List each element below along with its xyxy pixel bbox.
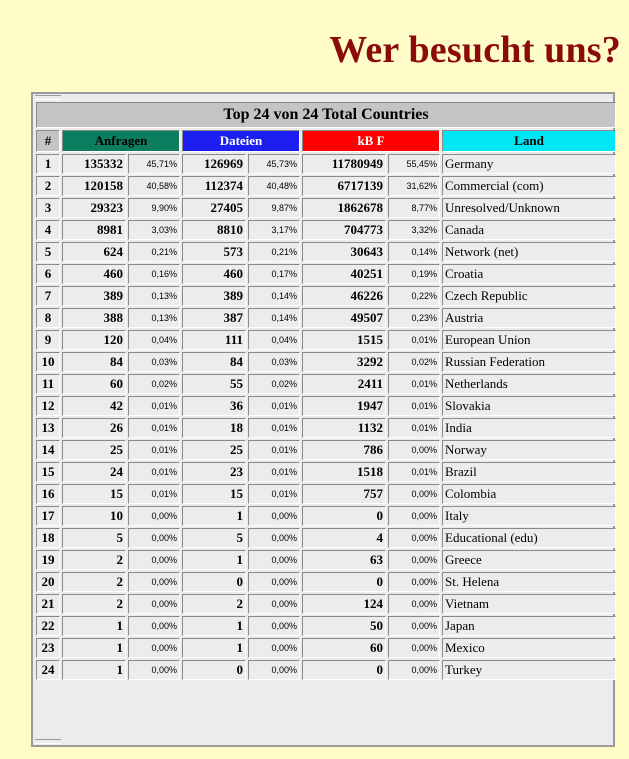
country-name: St. Helena bbox=[442, 572, 616, 592]
requests-value: 10 bbox=[62, 506, 126, 526]
row-number: 8 bbox=[36, 308, 60, 328]
country-name: Russian Federation bbox=[442, 352, 616, 372]
kb-value: 46226 bbox=[302, 286, 386, 306]
files-percent: 0,01% bbox=[248, 462, 300, 482]
row-number: 7 bbox=[36, 286, 60, 306]
files-percent: 0,00% bbox=[248, 528, 300, 548]
country-stats-table bbox=[34, 100, 618, 682]
kb-value: 1518 bbox=[302, 462, 386, 482]
table-row bbox=[36, 176, 616, 196]
table-row bbox=[36, 198, 616, 218]
files-percent: 0,02% bbox=[248, 374, 300, 394]
country-name: Educational (edu) bbox=[442, 528, 616, 548]
files-percent: 0,00% bbox=[248, 638, 300, 658]
files-value: 8810 bbox=[182, 220, 246, 240]
kb-value: 124 bbox=[302, 594, 386, 614]
country-name: European Union bbox=[442, 330, 616, 350]
country-name: Mexico bbox=[442, 638, 616, 658]
files-percent: 0,00% bbox=[248, 594, 300, 614]
column-header-kb: kB F bbox=[302, 130, 440, 152]
files-value: 1 bbox=[182, 506, 246, 526]
requests-value: 24 bbox=[62, 462, 126, 482]
requests-value: 389 bbox=[62, 286, 126, 306]
files-percent: 0,14% bbox=[248, 286, 300, 306]
table-row bbox=[36, 242, 616, 262]
files-percent: 0,01% bbox=[248, 418, 300, 438]
kb-percent: 0,23% bbox=[388, 308, 440, 328]
table-row bbox=[36, 374, 616, 394]
files-percent: 0,01% bbox=[248, 440, 300, 460]
row-number: 3 bbox=[36, 198, 60, 218]
row-number: 20 bbox=[36, 572, 60, 592]
row-number: 6 bbox=[36, 264, 60, 284]
table-row bbox=[36, 418, 616, 438]
files-value: 23 bbox=[182, 462, 246, 482]
country-stats-panel bbox=[31, 92, 615, 747]
kb-percent: 0,00% bbox=[388, 638, 440, 658]
files-value: 387 bbox=[182, 308, 246, 328]
files-percent: 0,00% bbox=[248, 506, 300, 526]
country-name: Austria bbox=[442, 308, 616, 328]
row-number: 17 bbox=[36, 506, 60, 526]
kb-value: 60 bbox=[302, 638, 386, 658]
row-number: 11 bbox=[36, 374, 60, 394]
kb-percent: 0,00% bbox=[388, 440, 440, 460]
country-name: Canada bbox=[442, 220, 616, 240]
kb-value: 30643 bbox=[302, 242, 386, 262]
files-percent: 0,04% bbox=[248, 330, 300, 350]
files-value: 460 bbox=[182, 264, 246, 284]
requests-value: 26 bbox=[62, 418, 126, 438]
kb-percent: 55,45% bbox=[388, 154, 440, 174]
kb-value: 49507 bbox=[302, 308, 386, 328]
country-name: Croatia bbox=[442, 264, 616, 284]
column-header-files: Dateien bbox=[182, 130, 300, 152]
requests-percent: 0,01% bbox=[128, 462, 180, 482]
row-number: 18 bbox=[36, 528, 60, 548]
row-number: 12 bbox=[36, 396, 60, 416]
row-number: 24 bbox=[36, 660, 60, 680]
kb-percent: 0,00% bbox=[388, 572, 440, 592]
row-number: 9 bbox=[36, 330, 60, 350]
kb-percent: 8,77% bbox=[388, 198, 440, 218]
kb-value: 1515 bbox=[302, 330, 386, 350]
files-value: 1 bbox=[182, 550, 246, 570]
files-value: 84 bbox=[182, 352, 246, 372]
table-caption: Top 24 von 24 Total Countries bbox=[36, 102, 616, 128]
kb-value: 0 bbox=[302, 660, 386, 680]
row-number: 22 bbox=[36, 616, 60, 636]
requests-value: 8981 bbox=[62, 220, 126, 240]
files-value: 55 bbox=[182, 374, 246, 394]
requests-value: 15 bbox=[62, 484, 126, 504]
requests-percent: 0,21% bbox=[128, 242, 180, 262]
kb-percent: 0,14% bbox=[388, 242, 440, 262]
kb-value: 1947 bbox=[302, 396, 386, 416]
files-value: 1 bbox=[182, 616, 246, 636]
country-name: Norway bbox=[442, 440, 616, 460]
table-row bbox=[36, 594, 616, 614]
page-title: Wer besucht uns? bbox=[329, 29, 621, 71]
requests-percent: 0,00% bbox=[128, 638, 180, 658]
requests-value: 1 bbox=[62, 616, 126, 636]
files-value: 5 bbox=[182, 528, 246, 548]
table-row bbox=[36, 616, 616, 636]
row-number: 21 bbox=[36, 594, 60, 614]
requests-value: 5 bbox=[62, 528, 126, 548]
requests-percent: 0,16% bbox=[128, 264, 180, 284]
requests-value: 2 bbox=[62, 594, 126, 614]
kb-value: 2411 bbox=[302, 374, 386, 394]
column-header-requests: Anfragen bbox=[62, 130, 180, 152]
row-number: 13 bbox=[36, 418, 60, 438]
kb-percent: 0,01% bbox=[388, 462, 440, 482]
row-number: 19 bbox=[36, 550, 60, 570]
files-percent: 0,21% bbox=[248, 242, 300, 262]
table-row bbox=[36, 638, 616, 658]
requests-percent: 3,03% bbox=[128, 220, 180, 240]
country-name: Netherlands bbox=[442, 374, 616, 394]
table-row bbox=[36, 484, 616, 504]
row-number: 23 bbox=[36, 638, 60, 658]
requests-value: 1 bbox=[62, 660, 126, 680]
kb-value: 0 bbox=[302, 572, 386, 592]
table-row bbox=[36, 330, 616, 350]
requests-value: 120158 bbox=[62, 176, 126, 196]
requests-percent: 0,13% bbox=[128, 308, 180, 328]
kb-value: 1132 bbox=[302, 418, 386, 438]
files-percent: 0,01% bbox=[248, 396, 300, 416]
country-name: Greece bbox=[442, 550, 616, 570]
files-value: 126969 bbox=[182, 154, 246, 174]
table-row bbox=[36, 660, 616, 680]
country-name: Turkey bbox=[442, 660, 616, 680]
kb-value: 757 bbox=[302, 484, 386, 504]
kb-percent: 0,00% bbox=[388, 616, 440, 636]
requests-percent: 0,00% bbox=[128, 616, 180, 636]
requests-value: 624 bbox=[62, 242, 126, 262]
requests-percent: 0,01% bbox=[128, 484, 180, 504]
requests-value: 29323 bbox=[62, 198, 126, 218]
requests-percent: 0,01% bbox=[128, 396, 180, 416]
country-name: Slovakia bbox=[442, 396, 616, 416]
kb-percent: 0,19% bbox=[388, 264, 440, 284]
table-row bbox=[36, 264, 616, 284]
files-percent: 0,01% bbox=[248, 484, 300, 504]
kb-value: 11780949 bbox=[302, 154, 386, 174]
kb-value: 3292 bbox=[302, 352, 386, 372]
table-row bbox=[36, 528, 616, 548]
table-body bbox=[36, 154, 616, 680]
files-value: 18 bbox=[182, 418, 246, 438]
country-name: Japan bbox=[442, 616, 616, 636]
table-row bbox=[36, 352, 616, 372]
country-name: Network (net) bbox=[442, 242, 616, 262]
files-value: 0 bbox=[182, 572, 246, 592]
files-value: 27405 bbox=[182, 198, 246, 218]
files-value: 25 bbox=[182, 440, 246, 460]
row-number: 10 bbox=[36, 352, 60, 372]
files-percent: 0,17% bbox=[248, 264, 300, 284]
kb-percent: 0,00% bbox=[388, 484, 440, 504]
row-number: 1 bbox=[36, 154, 60, 174]
country-name: Commercial (com) bbox=[442, 176, 616, 196]
table-row bbox=[36, 308, 616, 328]
kb-value: 50 bbox=[302, 616, 386, 636]
kb-percent: 0,01% bbox=[388, 396, 440, 416]
requests-value: 2 bbox=[62, 572, 126, 592]
requests-percent: 0,00% bbox=[128, 528, 180, 548]
table-row bbox=[36, 572, 616, 592]
country-name: Unresolved/Unknown bbox=[442, 198, 616, 218]
kb-value: 1862678 bbox=[302, 198, 386, 218]
kb-percent: 0,00% bbox=[388, 594, 440, 614]
country-name: Vietnam bbox=[442, 594, 616, 614]
requests-percent: 0,00% bbox=[128, 594, 180, 614]
files-value: 2 bbox=[182, 594, 246, 614]
country-name: Colombia bbox=[442, 484, 616, 504]
requests-percent: 0,00% bbox=[128, 506, 180, 526]
kb-value: 6717139 bbox=[302, 176, 386, 196]
requests-value: 42 bbox=[62, 396, 126, 416]
files-value: 1 bbox=[182, 638, 246, 658]
column-header-num: # bbox=[36, 130, 60, 152]
table-row bbox=[36, 154, 616, 174]
files-percent: 0,00% bbox=[248, 660, 300, 680]
files-value: 0 bbox=[182, 660, 246, 680]
files-value: 15 bbox=[182, 484, 246, 504]
requests-percent: 0,01% bbox=[128, 440, 180, 460]
kb-percent: 0,01% bbox=[388, 418, 440, 438]
files-percent: 9,87% bbox=[248, 198, 300, 218]
requests-percent: 0,13% bbox=[128, 286, 180, 306]
requests-percent: 0,03% bbox=[128, 352, 180, 372]
country-name: India bbox=[442, 418, 616, 438]
requests-percent: 45,71% bbox=[128, 154, 180, 174]
kb-value: 63 bbox=[302, 550, 386, 570]
table-row bbox=[36, 220, 616, 240]
requests-value: 388 bbox=[62, 308, 126, 328]
files-value: 573 bbox=[182, 242, 246, 262]
kb-percent: 0,00% bbox=[388, 550, 440, 570]
country-name: Czech Republic bbox=[442, 286, 616, 306]
kb-value: 4 bbox=[302, 528, 386, 548]
files-percent: 0,00% bbox=[248, 572, 300, 592]
kb-value: 786 bbox=[302, 440, 386, 460]
table-row bbox=[36, 506, 616, 526]
requests-percent: 0,00% bbox=[128, 572, 180, 592]
requests-percent: 40,58% bbox=[128, 176, 180, 196]
requests-percent: 0,02% bbox=[128, 374, 180, 394]
files-percent: 3,17% bbox=[248, 220, 300, 240]
files-value: 36 bbox=[182, 396, 246, 416]
country-name: Italy bbox=[442, 506, 616, 526]
kb-value: 40251 bbox=[302, 264, 386, 284]
requests-value: 84 bbox=[62, 352, 126, 372]
files-percent: 0,00% bbox=[248, 616, 300, 636]
table-row bbox=[36, 462, 616, 482]
requests-percent: 0,00% bbox=[128, 660, 180, 680]
country-name: Brazil bbox=[442, 462, 616, 482]
requests-percent: 0,00% bbox=[128, 550, 180, 570]
kb-percent: 0,02% bbox=[388, 352, 440, 372]
requests-value: 2 bbox=[62, 550, 126, 570]
files-percent: 0,00% bbox=[248, 550, 300, 570]
requests-percent: 9,90% bbox=[128, 198, 180, 218]
country-name: Germany bbox=[442, 154, 616, 174]
files-percent: 40,48% bbox=[248, 176, 300, 196]
requests-value: 1 bbox=[62, 638, 126, 658]
requests-percent: 0,04% bbox=[128, 330, 180, 350]
row-number: 4 bbox=[36, 220, 60, 240]
row-number: 5 bbox=[36, 242, 60, 262]
kb-percent: 0,22% bbox=[388, 286, 440, 306]
requests-value: 135332 bbox=[62, 154, 126, 174]
table-row bbox=[36, 286, 616, 306]
files-percent: 0,14% bbox=[248, 308, 300, 328]
kb-percent: 0,01% bbox=[388, 374, 440, 394]
row-number: 2 bbox=[36, 176, 60, 196]
kb-percent: 31,62% bbox=[388, 176, 440, 196]
requests-value: 60 bbox=[62, 374, 126, 394]
files-value: 111 bbox=[182, 330, 246, 350]
table-row bbox=[36, 440, 616, 460]
kb-percent: 3,32% bbox=[388, 220, 440, 240]
kb-percent: 0,00% bbox=[388, 506, 440, 526]
row-number: 15 bbox=[36, 462, 60, 482]
column-header-country: Land bbox=[442, 130, 616, 152]
kb-percent: 0,00% bbox=[388, 660, 440, 680]
files-percent: 0,03% bbox=[248, 352, 300, 372]
requests-value: 25 bbox=[62, 440, 126, 460]
requests-percent: 0,01% bbox=[128, 418, 180, 438]
files-value: 112374 bbox=[182, 176, 246, 196]
files-percent: 45,73% bbox=[248, 154, 300, 174]
files-value: 389 bbox=[182, 286, 246, 306]
requests-value: 460 bbox=[62, 264, 126, 284]
kb-value: 0 bbox=[302, 506, 386, 526]
row-number: 16 bbox=[36, 484, 60, 504]
requests-value: 120 bbox=[62, 330, 126, 350]
table-row bbox=[36, 396, 616, 416]
table-row bbox=[36, 550, 616, 570]
row-number: 14 bbox=[36, 440, 60, 460]
kb-percent: 0,01% bbox=[388, 330, 440, 350]
kb-value: 704773 bbox=[302, 220, 386, 240]
kb-percent: 0,00% bbox=[388, 528, 440, 548]
